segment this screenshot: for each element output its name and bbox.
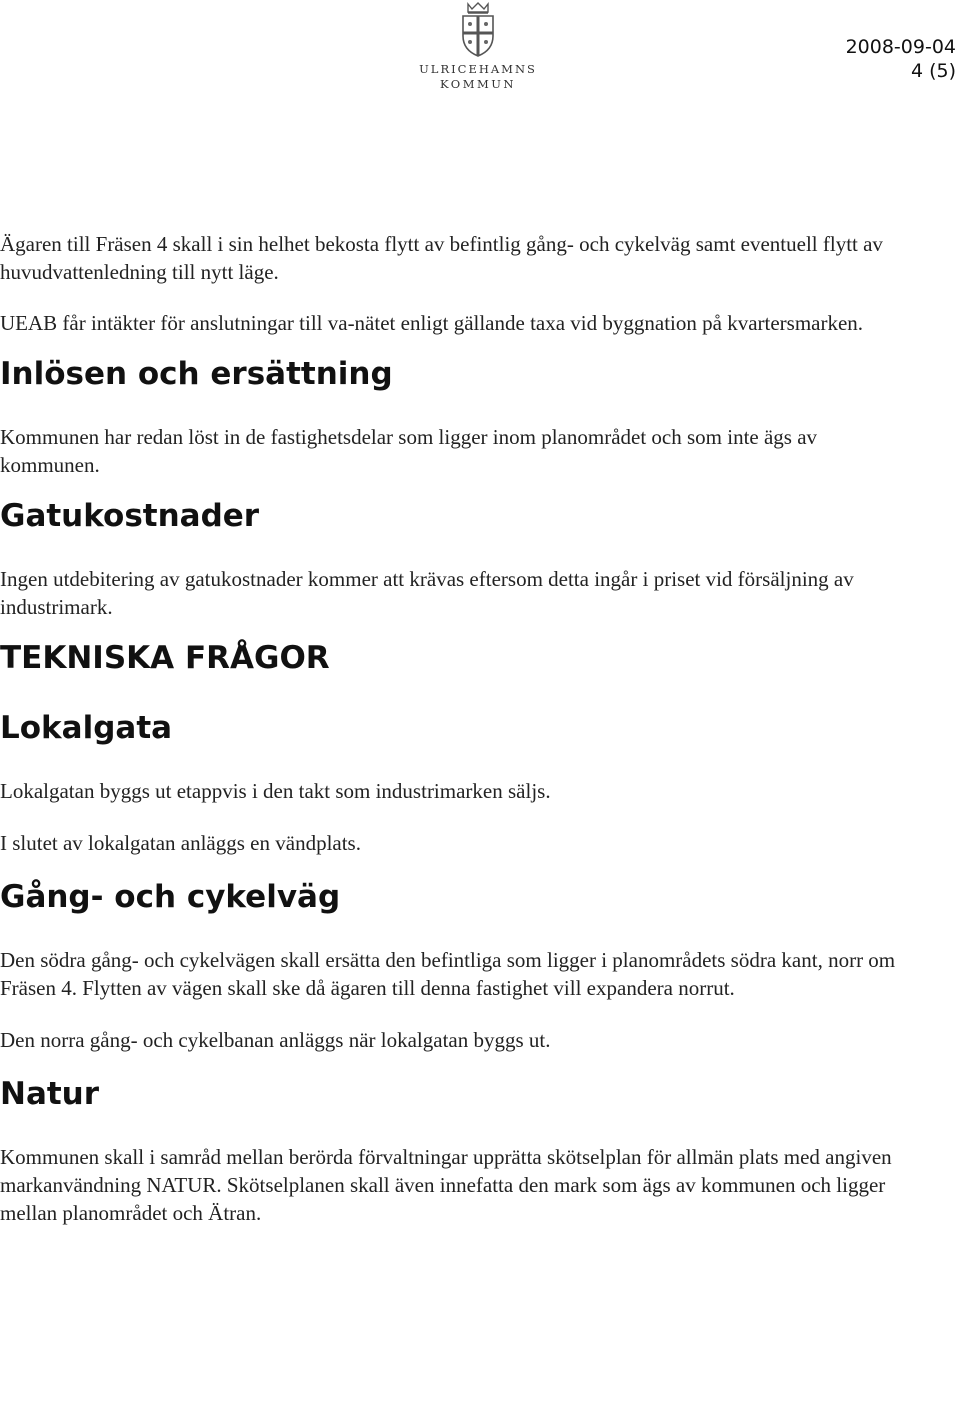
paragraph: Den södra gång- och cykelvägen skall ersätta den befintliga som ligger i planområdets södra kant, norr om Fräsen 4. Flytten av vägen skall ske då ägaren till denna fastighet vill expandera norrut. bbox=[0, 948, 896, 1000]
paragraph: Den norra gång- och cykelbanan anläggs när lokalgatan byggs ut. bbox=[0, 1028, 551, 1052]
section-heading: Gatukostnader bbox=[0, 498, 260, 534]
paragraph: UEAB får intäkter för anslutningar till va-nätet enligt gällande taxa vid byggnation på kvartersmarken. bbox=[0, 311, 864, 335]
paragraph: Ingen utdebitering av gatukostnader kommer att krävas eftersom detta ingår i priset vid försäljning av industrimark. bbox=[0, 567, 854, 619]
coat-of-arms-icon bbox=[454, 0, 502, 58]
paragraph: Ägaren till Fräsen 4 skall i sin helhet bekosta flytt av befintlig gång- och cykelväg samt eventuell flytt av huvudvattenledning till nytt läge. bbox=[0, 232, 883, 284]
logo-name: ULRICEHAMNS bbox=[419, 62, 537, 76]
page-number: 4 (5) bbox=[910, 60, 956, 82]
document-body bbox=[0, 230, 900, 1250]
document-date: 2008-09-04 bbox=[845, 36, 956, 58]
paragraph: Kommunen skall i samråd mellan berörda förvaltningar upprätta skötselplan för allmän plats med angiven markanvändning NATUR. Skötselplanen skall även innefatta den mark som ägs av kommunen och ligger mellan planområdet och Ätran. bbox=[0, 1145, 892, 1225]
paragraph: Kommunen har redan löst in de fastighetsdelar som ligger inom planområdet och som inte ägs av kommunen. bbox=[0, 425, 818, 477]
section-heading: Natur bbox=[0, 1076, 100, 1112]
paragraph: Lokalgatan byggs ut etappvis i den takt som industrimarken säljs. bbox=[0, 779, 551, 803]
section-heading: Gång- och cykelväg bbox=[0, 879, 341, 915]
logo-subtitle: KOMMUN bbox=[439, 77, 516, 91]
paragraph: I slutet av lokalgatan anläggs en vändplats. bbox=[0, 831, 361, 855]
section-heading: Lokalgata bbox=[0, 710, 173, 746]
section-heading: Inlösen och ersättning bbox=[0, 356, 393, 392]
section-heading: TEKNISKA FRÅGOR bbox=[0, 640, 330, 676]
municipality-logo bbox=[418, 0, 538, 95]
